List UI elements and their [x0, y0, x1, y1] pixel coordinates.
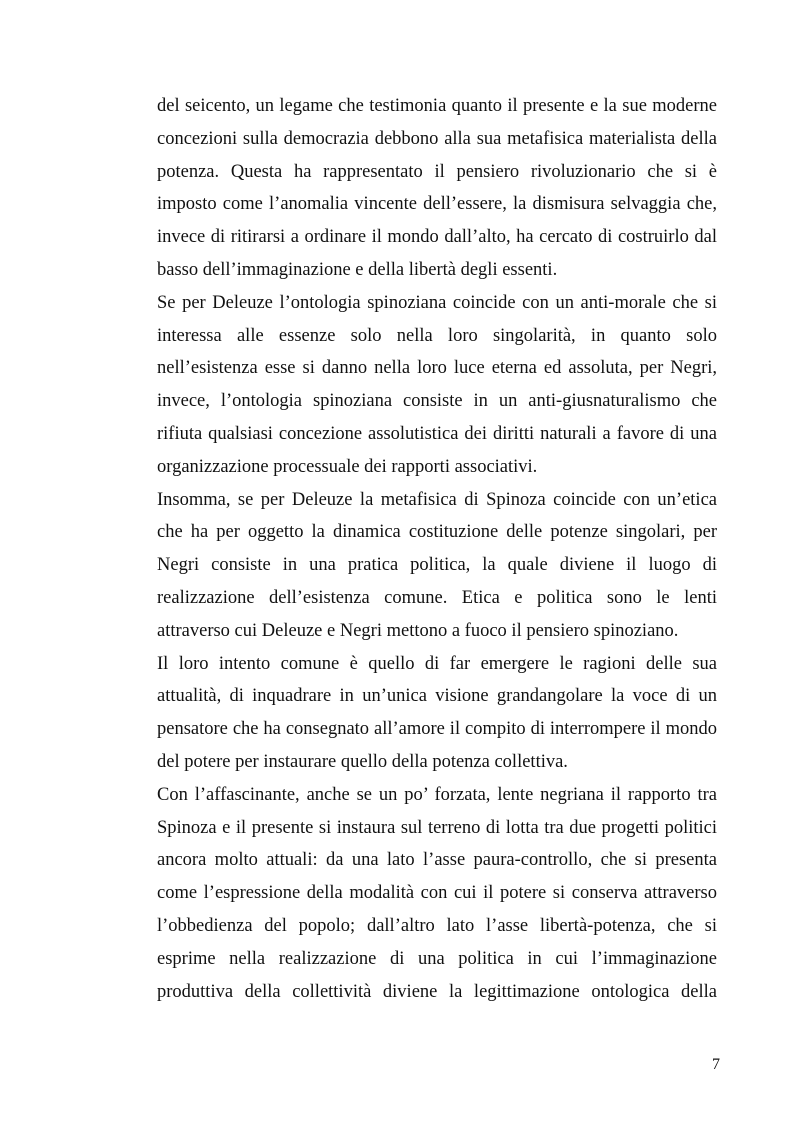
text-line: organizzazione processuale dei rapporti associativi. [157, 456, 538, 477]
text-line: pensatore che ha consegnato all’amore il compito di interrompere il mondo [157, 719, 717, 740]
text-line: esprime nella realizzazione di una politica in cui l’immaginazione [157, 948, 717, 969]
text-line: concezioni sulla democrazia debbono alla sua metafisica materialista della [157, 128, 717, 149]
text-line: Se per Deleuze l’ontologia spinoziana coincide con un anti-morale che si [157, 292, 717, 313]
page-number: 7 [712, 1056, 720, 1073]
text-line: del potere per instaurare quello della potenza collettiva. [157, 751, 568, 772]
text-line: Insomma, se per Deleuze la metafisica di Spinoza coincide con un’etica [157, 489, 717, 510]
paragraph-1 [157, 90, 717, 287]
text-line: ancora molto attuali: da una lato l’asse paura-controllo, che si presenta [157, 850, 717, 871]
paragraph-2 [157, 287, 717, 484]
paragraph-5 [157, 779, 717, 1009]
text-line: Il loro intento comune è quello di far emergere le ragioni delle sua [157, 653, 717, 674]
text-line: Negri consiste in una pratica politica, la quale diviene il luogo di [157, 555, 717, 576]
text-line: imposto come l’anomalia vincente dell’essere, la dismisura selvaggia che, [157, 194, 717, 215]
text-line: produttiva della collettività diviene la legittimazione ontologica della [157, 981, 717, 1002]
text-line: invece di ritirarsi a ordinare il mondo dall’alto, ha cercato di costruirlo dal [157, 227, 717, 248]
paragraph-4 [157, 648, 717, 779]
text-line: rifiuta qualsiasi concezione assolutistica dei diritti naturali a favore di una [157, 423, 717, 444]
text-line: basso dell’immaginazione e della libertà degli essenti. [157, 259, 558, 280]
text-line: invece, l’ontologia spinoziana consiste in un anti-giusnaturalismo che [157, 391, 717, 412]
text-line: potenza. Questa ha rappresentato il pensiero rivoluzionario che si è [157, 161, 717, 182]
text-line: come l’espressione della modalità con cui il potere si conserva attraverso [157, 883, 717, 904]
text-line: l’obbedienza del popolo; dall’altro lato l’asse libertà-potenza, che si [157, 915, 717, 936]
paragraph-3 [157, 484, 717, 648]
text-line: Spinoza e il presente si instaura sul terreno di lotta tra due progetti politici [157, 817, 717, 838]
text-line: realizzazione dell’esistenza comune. Etica e politica sono le lenti [157, 587, 717, 608]
text-line: nell’esistenza esse si danno nella loro luce eterna ed assoluta, per Negri, [157, 358, 717, 379]
text-line: del seicento, un legame che testimonia quanto il presente e la sue moderne [157, 96, 717, 116]
text-line: Con l’affascinante, anche se un po’ forzata, lente negriana il rapporto tra [157, 784, 717, 805]
text-line: che ha per oggetto la dinamica costituzione delle potenze singolari, per [157, 522, 717, 543]
body-text [157, 90, 717, 1008]
text-line: interessa alle essenze solo nella loro singolarità, in quanto solo [157, 325, 717, 346]
text-line: attraverso cui Deleuze e Negri mettono a fuoco il pensiero spinoziano. [157, 620, 679, 641]
text-line: attualità, di inquadrare in un’unica visione grandangolare la voce di un [157, 686, 717, 707]
